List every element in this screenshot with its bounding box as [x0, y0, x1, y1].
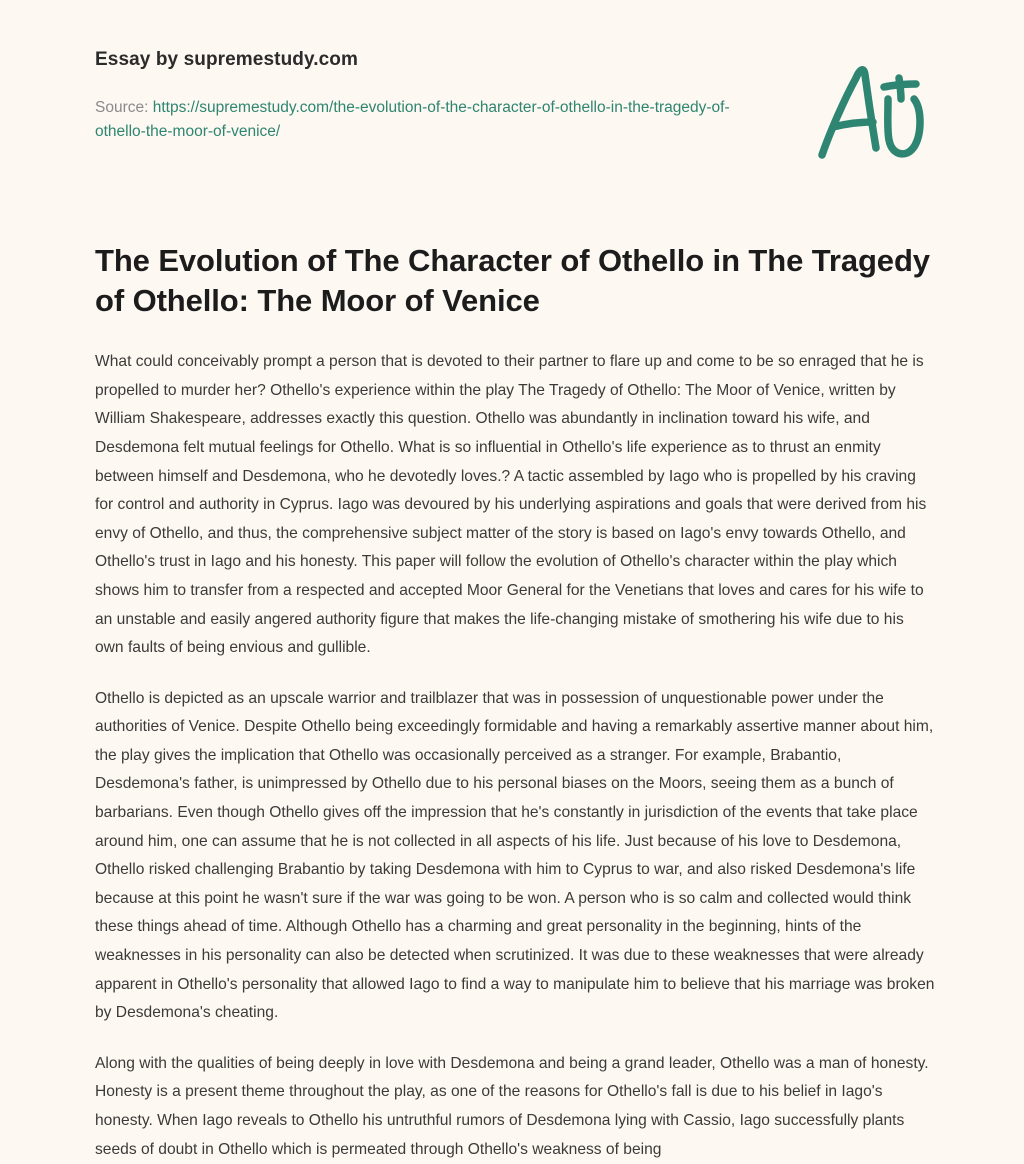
paragraph: What could conceivably prompt a person that is devoted to their partner to flare up and come to be so enraged that he is propelled to murder her? Othello's experience within the play The Tragedy of Othello: The Moor of Venice, written by William Shakespeare, addresses exactly this question. Othello was abundantly in inclination toward his wife, and Desdemona felt mutual feelings for Othello. What is so influential in Othello's life experience as to thrust an enmity between himself and Desdemona, who he devotedly loves.? A tactic assembled by Iago who is propelled by his craving for control and authority in Cyprus. Iago was devoured by his underlying aspirations and goals that were derived from his envy of Othello, and thus, the comprehensive subject matter of the story is based on Iago's envy towards Othello, and Othello's trust in Iago and his honesty. This paper will follow the evolution of Othello's character within the play which shows him to transfer from a respected and accepted Moor General for the Venetians that loves and cares for his wife to an unstable and easily angered authority figure that makes the life-changing mistake of smothering his wife due to his own faults of being envious and gullible.	[95, 353, 927, 657]
source-label: Source:	[95, 98, 149, 116]
paragraph: Along with the qualities of being deeply in love with Desdemona and being a grand leader, Othello was a man of honesty. Honesty is a present theme throughout the play, as one of the reasons for Othello's fall is due to his belief in Iago's honesty. When Iago reveals to Othello his untruthful rumors of Desdemona lying with Cassio, Iago successfully plants seeds of doubt in Othello which is permeated through Othello's weakness of being	[95, 1054, 929, 1158]
paragraph: Othello is depicted as an upscale warrior and trailblazer that was in possession of unquestionable power under the authorities of Venice. Despite Othello being exceedingly formidable and having a remarkably assertive manner about him, the play gives the implication that Othello was occasionally perceived as a stranger. For example, Brabantio, Desdemona's father, is unimpressed by Othello due to his personal biases on the Moors, seeing them as a bunch of barbarians. Even though Othello gives off the impression that he's constantly in jurisdiction of the events that take place around him, one can assume that he is not collected in all aspects of his life. Just because of his love to Desdemona, Othello risked challenging Brabantio by taking Desdemona with him to Cyprus to war, and also risked Desdemona's life because at this point he wasn't sure if the war was going to be won. A person who is so calm and collected would think these things ahead of time. Although Othello has a charming and great personality in the beginning, hints of the weaknesses in his personality can also be detected when scrutinized. It was due to these weaknesses that were already apparent in Othello's personality that allowed Iago to find a way to manipulate him to believe that his marriage was broken by Desdemona's cheating.	[95, 689, 935, 1022]
source-url-link[interactable]: https://supremestudy.com/the-evolution-of-the-character-of-othello-in-the-tragedy-of-othello-the-moor-of-venice/	[95, 98, 730, 140]
page-title: The Evolution of The Character of Othello in The Tragedy of Othello: The Moor of Venice	[95, 242, 930, 318]
page-header	[95, 0, 935, 144]
article-body	[95, 320, 935, 1164]
source-line	[95, 96, 735, 144]
byline: Essay by supremestudy.com	[95, 49, 358, 70]
